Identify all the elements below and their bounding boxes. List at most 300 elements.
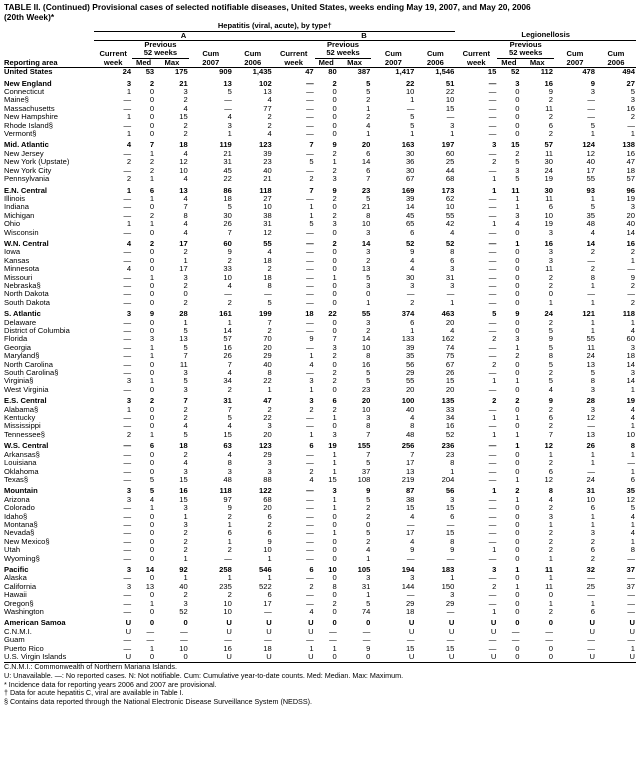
value-cell: 3 <box>309 377 314 386</box>
cum-label: Cum <box>202 49 220 58</box>
value-cell: 8 <box>548 352 553 361</box>
value-cell: 60 <box>445 149 455 158</box>
value-cell: 1 <box>590 194 595 203</box>
value-cell: — <box>123 475 132 484</box>
value-cell: 12 <box>586 414 595 423</box>
value-cell: 100 <box>401 396 415 406</box>
value-cell: 0 <box>366 520 371 529</box>
value-cell: 0 <box>149 318 155 327</box>
value-cell: 2 <box>183 96 188 105</box>
value-cell: 4 <box>630 414 635 423</box>
value-cell: 20 <box>405 385 415 394</box>
value-cell: 2 <box>548 422 553 431</box>
value-cell: — <box>306 194 314 203</box>
value-cell: — <box>123 599 132 608</box>
table-row <box>4 529 636 537</box>
value-cell: 14 <box>626 360 635 369</box>
value-cell: 0 <box>515 265 520 274</box>
value-cell: 118 <box>622 309 635 319</box>
value-cell: 258 <box>219 564 232 574</box>
value-cell: 1 <box>630 130 635 139</box>
value-cell: 4 <box>630 529 635 538</box>
value-cell: 11 <box>179 360 188 369</box>
value-cell: 16 <box>179 486 188 496</box>
value-cell: — <box>264 290 272 299</box>
value-cell: 1 <box>492 414 497 423</box>
reporting-area-cell: Mountain <box>4 486 38 496</box>
value-cell: 1,546 <box>435 67 455 77</box>
value-cell: 3 <box>492 140 497 150</box>
value-cell: 161 <box>219 309 232 319</box>
value-cell: — <box>627 265 635 274</box>
value-cell: 0 <box>515 298 520 307</box>
value-cell: 1 <box>410 327 415 335</box>
value-cell: 0 <box>332 385 337 394</box>
table-row <box>4 484 636 495</box>
value-cell: — <box>488 554 497 563</box>
value-cell: — <box>306 512 314 521</box>
value-cell: — <box>488 166 497 175</box>
value-cell: 1 <box>590 512 595 521</box>
value-cell: 7 <box>366 430 371 439</box>
value-cell: — <box>264 636 272 645</box>
value-cell: — <box>123 248 132 257</box>
value-cell: 4 <box>227 281 232 290</box>
value-cell: — <box>306 149 314 158</box>
value-cell: 3 <box>366 281 371 290</box>
value-cell: 7 <box>183 396 188 406</box>
reporting-area-cell: C.N.M.I. <box>4 627 32 636</box>
value-cell: 92 <box>179 564 188 574</box>
value-cell: 374 <box>401 309 415 319</box>
value-cell: 0 <box>515 422 520 431</box>
value-cell: 3 <box>183 599 188 608</box>
value-cell: 3 <box>183 369 188 378</box>
reporting-area-cell: Mid. Atlantic <box>4 140 49 150</box>
value-cell: 11 <box>545 149 553 158</box>
value-cell: — <box>123 256 132 265</box>
value-cell: — <box>488 265 497 274</box>
value-cell: — <box>306 78 314 88</box>
value-cell: — <box>488 273 497 282</box>
value-cell: 24 <box>586 475 595 484</box>
value-cell: 0 <box>332 512 337 521</box>
value-cell: 3 <box>590 405 595 414</box>
week-label: week <box>273 58 315 67</box>
value-cell: 30 <box>405 149 415 158</box>
value-cell: — <box>306 422 314 431</box>
value-cell: 199 <box>259 309 272 319</box>
table-row <box>4 96 636 104</box>
value-cell: — <box>123 459 132 468</box>
value-cell: 1 <box>366 104 371 113</box>
previous-label: Previous <box>144 40 177 49</box>
table-row <box>4 319 636 327</box>
value-cell: 0 <box>332 608 337 616</box>
value-cell: 7 <box>548 430 553 439</box>
value-cell: 2 <box>227 546 232 555</box>
value-cell: 1 <box>149 220 155 229</box>
value-cell: — <box>306 88 314 97</box>
reporting-area-cell: Louisiana <box>4 459 37 468</box>
value-cell: 0 <box>515 256 520 265</box>
value-cell: 12 <box>263 228 272 237</box>
value-cell: — <box>446 290 455 299</box>
value-cell: — <box>123 441 132 451</box>
value-cell: 2 <box>227 298 232 307</box>
value-cell: 10 <box>263 203 272 212</box>
table-row <box>4 150 636 158</box>
reporting-area-cell: Alaska <box>4 574 27 583</box>
value-cell: 256 <box>401 441 415 451</box>
reporting-area-cell: North Dakota <box>4 290 49 299</box>
table-row <box>4 130 636 138</box>
value-cell: 6 <box>410 318 415 327</box>
hepatitis-group-header: Hepatitis (viral, acute), by type† <box>94 22 455 31</box>
value-cell: — <box>123 318 132 327</box>
value-cell: 173 <box>441 185 455 195</box>
value-cell: 2 <box>548 405 553 414</box>
value-cell: 0 <box>149 546 155 555</box>
value-cell: 10 <box>445 96 455 105</box>
value-cell: — <box>123 281 132 290</box>
value-cell: U <box>629 618 635 628</box>
table-row <box>4 504 636 512</box>
value-cell: — <box>306 228 314 237</box>
value-cell: 0 <box>149 281 155 290</box>
value-cell: 2 <box>630 281 635 290</box>
value-cell: 7 <box>366 450 371 459</box>
value-cell: — <box>146 627 155 636</box>
value-cell: U <box>125 618 132 628</box>
value-cell: 1 <box>515 238 520 248</box>
table-row <box>4 299 636 307</box>
value-cell: 4 <box>267 96 272 105</box>
reporting-area-cell: Mississippi <box>4 422 41 431</box>
value-cell: 8 <box>267 281 272 290</box>
value-cell: 22 <box>328 309 337 319</box>
value-cell: 18 <box>263 644 272 653</box>
value-cell: 123 <box>259 441 272 451</box>
value-cell: 0 <box>548 644 553 653</box>
value-cell: 1 <box>410 130 415 139</box>
value-cell: 6 <box>548 467 553 476</box>
value-cell: 1,435 <box>252 67 272 77</box>
value-cell: 9 <box>410 248 415 257</box>
value-cell: 1 <box>309 352 314 361</box>
value-cell: 1 <box>126 88 132 97</box>
value-cell: 6 <box>267 591 272 600</box>
value-cell: — <box>329 636 337 645</box>
reporting-area-cell: Idaho§ <box>4 512 28 521</box>
value-cell: U <box>490 618 497 628</box>
value-cell: 12 <box>179 158 188 167</box>
value-cell: 80 <box>328 67 337 77</box>
value-cell: 27 <box>626 78 635 88</box>
table-row <box>4 203 636 211</box>
value-cell: 1 <box>492 430 497 439</box>
value-cell: 1 <box>309 211 314 220</box>
value-cell: — <box>146 636 155 645</box>
value-cell: 0 <box>332 618 337 628</box>
value-cell: 18 <box>263 256 272 265</box>
value-cell: 15 <box>487 67 497 77</box>
value-cell: 17 <box>179 238 188 248</box>
value-cell: 0 <box>515 228 520 237</box>
value-cell: 3 <box>183 88 188 97</box>
value-cell: 6 <box>227 529 232 538</box>
value-cell: 38 <box>405 495 415 504</box>
value-cell: 16 <box>223 644 232 653</box>
value-cell: 10 <box>179 644 188 653</box>
value-cell: 5 <box>366 78 371 88</box>
value-cell: 0 <box>149 96 155 105</box>
value-cell: — <box>446 520 455 529</box>
value-cell: 1 <box>515 203 520 212</box>
value-cell: 33 <box>223 265 232 274</box>
table-row <box>4 138 636 149</box>
value-cell: 18 <box>626 352 635 361</box>
value-cell: 9 <box>227 504 232 513</box>
table-row <box>4 574 636 582</box>
value-cell: 4 <box>183 104 188 113</box>
footnote: * Incidence data for reporting years 2006 and 2007 are provisional. <box>4 679 217 689</box>
value-cell: 37 <box>626 564 635 574</box>
value-cell: — <box>511 627 520 636</box>
value-cell: 1 <box>227 520 232 529</box>
value-cell: 2 <box>492 396 497 406</box>
hep-a-header: A <box>94 31 272 40</box>
value-cell: 235 <box>219 582 232 591</box>
value-cell: 1 <box>332 644 337 653</box>
value-cell: 2 <box>548 130 553 139</box>
value-cell: — <box>587 422 595 431</box>
value-cell: 0 <box>515 88 520 97</box>
value-cell: 0 <box>149 290 155 299</box>
value-cell: — <box>362 636 371 645</box>
value-cell: U <box>308 627 314 636</box>
reporting-area-cell: New Hampshire <box>4 113 59 122</box>
value-cell: 9 <box>548 396 553 406</box>
table-row <box>4 377 636 385</box>
value-cell: 0 <box>515 96 520 105</box>
value-cell: 5 <box>366 599 371 608</box>
value-cell: 1 <box>492 486 497 496</box>
value-cell: 11 <box>587 343 595 352</box>
value-cell: U <box>589 653 595 662</box>
value-cell: — <box>488 459 497 468</box>
value-cell: — <box>123 352 132 361</box>
value-cell: 197 <box>441 140 455 150</box>
value-cell: 2 <box>332 599 337 608</box>
value-cell: 4 <box>183 194 188 203</box>
value-cell: 2 <box>183 450 188 459</box>
value-cell: 0 <box>149 360 155 369</box>
value-cell: 0 <box>332 591 337 600</box>
value-cell: 3 <box>590 529 595 538</box>
value-cell: 1 <box>492 175 497 184</box>
reporting-area-cell: Connecticut <box>4 88 45 97</box>
value-cell: 19 <box>328 441 337 451</box>
value-cell: 2 <box>149 396 155 406</box>
value-cell: 0 <box>515 608 520 616</box>
value-cell: 5 <box>227 88 232 97</box>
value-cell: — <box>329 627 337 636</box>
table-header <box>4 22 636 68</box>
value-cell: — <box>224 96 232 105</box>
value-cell: — <box>306 450 314 459</box>
value-cell: 3 <box>183 467 188 476</box>
value-cell: 7 <box>332 335 337 344</box>
value-cell: — <box>123 422 132 431</box>
value-cell: 9 <box>450 546 455 555</box>
value-cell: 1 <box>630 644 635 653</box>
value-cell: U <box>408 653 415 662</box>
value-cell: 3 <box>492 564 497 574</box>
value-cell: 0 <box>515 450 520 459</box>
value-cell: 0 <box>515 512 520 521</box>
value-cell: 3 <box>410 574 415 583</box>
value-cell: 4 <box>267 130 272 139</box>
reporting-area-cell: Washington <box>4 608 44 616</box>
year-2006-label: 2006 <box>596 58 636 67</box>
value-cell: 2 <box>227 591 232 600</box>
value-cell: 15 <box>510 140 520 150</box>
table-row <box>4 468 636 476</box>
value-cell: 2 <box>332 194 337 203</box>
value-cell: 0 <box>149 385 155 394</box>
value-cell: 21 <box>223 149 232 158</box>
value-cell: U <box>226 627 232 636</box>
table-row <box>4 653 636 661</box>
value-cell: 23 <box>263 158 272 167</box>
value-cell: 1 <box>548 450 553 459</box>
value-cell: 9 <box>366 486 371 496</box>
value-cell: 3 <box>366 318 371 327</box>
value-cell: 16 <box>223 343 232 352</box>
table-row <box>4 369 636 377</box>
value-cell: U <box>266 653 272 662</box>
table-row <box>4 77 636 88</box>
value-cell: 387 <box>357 67 371 77</box>
value-cell: 40 <box>179 582 188 591</box>
value-cell: 87 <box>405 486 415 496</box>
value-cell: — <box>488 281 497 290</box>
table-row <box>4 591 636 599</box>
disease-table <box>4 22 636 661</box>
value-cell: 1 <box>227 318 232 327</box>
value-cell: 0 <box>515 281 520 290</box>
value-cell: 1 <box>267 385 272 394</box>
value-cell: 2 <box>267 121 272 130</box>
value-cell: 162 <box>441 335 455 344</box>
value-cell: 5 <box>366 88 371 97</box>
value-cell: — <box>123 194 132 203</box>
value-cell: — <box>123 537 132 546</box>
reporting-area-cell: Arkansas§ <box>4 450 40 459</box>
value-cell: 133 <box>401 335 415 344</box>
table-row <box>4 105 636 113</box>
value-cell: 16 <box>361 360 371 369</box>
value-cell: 67 <box>445 360 455 369</box>
value-cell: 1 <box>515 430 520 439</box>
value-cell: — <box>224 290 232 299</box>
table-row <box>4 167 636 175</box>
value-cell: — <box>180 636 188 645</box>
value-cell: 15 <box>445 504 455 513</box>
value-cell: 3 <box>630 369 635 378</box>
value-cell: — <box>123 504 132 513</box>
value-cell: 3 <box>548 228 553 237</box>
value-cell: 36 <box>405 158 415 167</box>
value-cell: 112 <box>540 67 553 77</box>
reporting-area-cell: Illinois <box>4 194 26 203</box>
value-cell: U <box>266 618 272 628</box>
reporting-area-cell: Puerto Rico <box>4 644 44 653</box>
value-cell: 47 <box>626 158 635 167</box>
value-cell: 1 <box>630 422 635 431</box>
value-cell: U <box>226 618 232 628</box>
table-row <box>4 616 636 627</box>
value-cell: 0 <box>149 256 155 265</box>
value-cell: 0 <box>548 618 553 628</box>
value-cell: 16 <box>544 238 553 248</box>
reporting-area-cell: Guam <box>4 636 25 645</box>
value-cell: 2 <box>183 591 188 600</box>
value-cell: 0 <box>149 529 155 538</box>
value-cell: 0 <box>332 248 337 257</box>
reporting-area-cell: W.S. Central <box>4 441 49 451</box>
value-cell: — <box>224 554 232 563</box>
value-cell: 7 <box>183 352 188 361</box>
value-cell: 57 <box>626 175 635 184</box>
value-cell: 0 <box>515 248 520 257</box>
value-cell: 3 <box>183 504 188 513</box>
value-cell: 0 <box>332 318 337 327</box>
value-cell: — <box>587 113 595 122</box>
value-cell: U <box>408 618 415 628</box>
value-cell: 4 <box>630 327 635 335</box>
value-cell: 52 <box>510 67 520 77</box>
value-cell: 2 <box>515 352 520 361</box>
reporting-area-cell: Alabama§ <box>4 405 39 414</box>
value-cell: 1 <box>630 450 635 459</box>
table-row <box>4 386 636 394</box>
value-cell: — <box>123 520 132 529</box>
value-cell: 0 <box>332 554 337 563</box>
value-cell: 8 <box>410 422 415 431</box>
value-cell: — <box>488 318 497 327</box>
value-cell: 48 <box>405 430 415 439</box>
value-cell: 1 <box>590 459 595 468</box>
value-cell: — <box>488 78 497 88</box>
value-cell: 3 <box>450 265 455 274</box>
value-cell: — <box>488 537 497 546</box>
value-cell: 20 <box>263 343 272 352</box>
value-cell: 1 <box>227 130 232 139</box>
value-cell: 4 <box>548 385 553 394</box>
value-cell: 10 <box>445 203 455 212</box>
table-row <box>4 352 636 360</box>
value-cell: 0 <box>515 520 520 529</box>
value-cell: 0 <box>515 273 520 282</box>
value-cell: 1 <box>630 318 635 327</box>
value-cell: 1 <box>515 377 520 386</box>
value-cell: 9 <box>366 644 371 653</box>
value-cell: 62 <box>445 194 455 203</box>
value-cell: 8 <box>366 422 371 431</box>
value-cell: 4 <box>515 220 520 229</box>
